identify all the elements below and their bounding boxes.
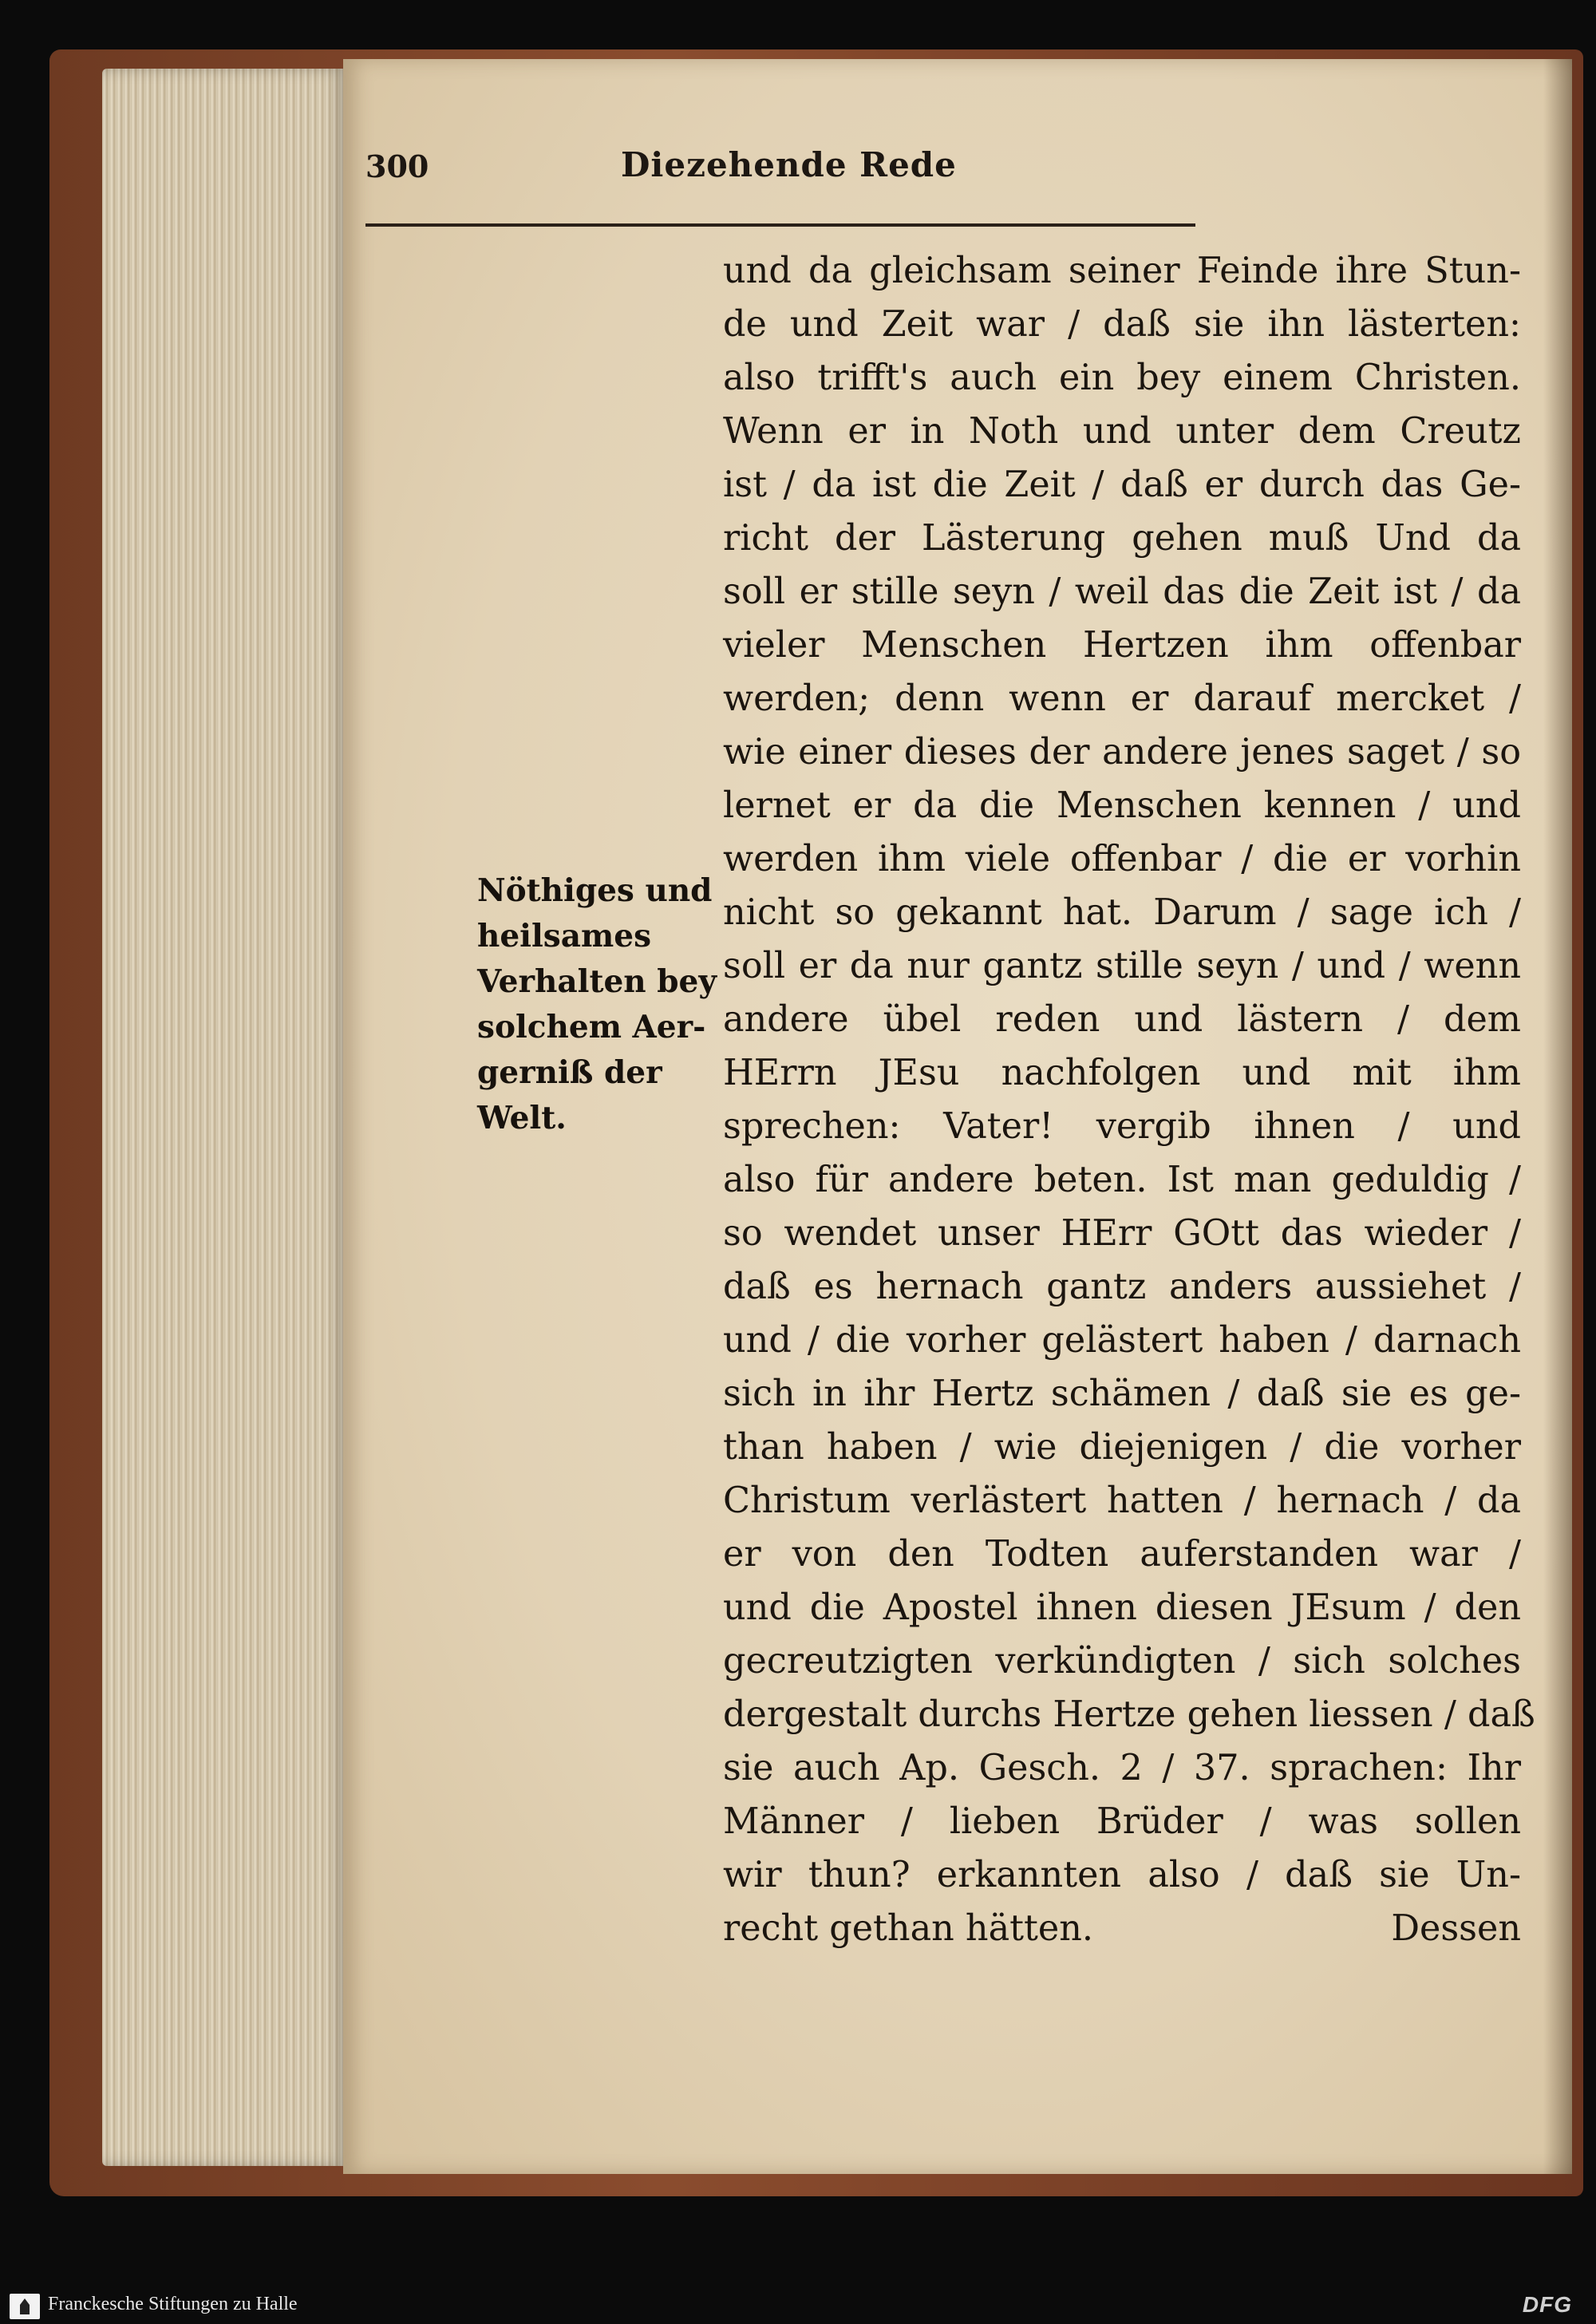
text-line: de und Zeit war / daß sie ihn lästerten: bbox=[723, 304, 1521, 345]
franckesche-stiftungen-logo-icon bbox=[10, 2294, 40, 2319]
text-line: sich in ihr Hertz schämen / daß sie es ge- bbox=[723, 1373, 1521, 1414]
marginal-note-line: Welt. bbox=[477, 1100, 567, 1136]
text-line: werden ihm viele offenbar / die er vorhin bbox=[723, 839, 1521, 879]
text-line: und da gleichsam seiner Feinde ihre Stun- bbox=[723, 251, 1521, 291]
text-line: Männer / lieben Brüder / was sollen bbox=[723, 1801, 1521, 1842]
marginal-note-line: Nöthiges und bbox=[477, 872, 713, 909]
text-line: wir thun? erkannten also / daß sie Un- bbox=[723, 1855, 1521, 1895]
text-line: HErrn JEsu nachfolgen und mit ihm bbox=[723, 1053, 1521, 1093]
text-line: dergestalt durchs Hertze gehen liessen / daß bbox=[723, 1694, 1535, 1735]
text-line: sie auch Ap. Gesch. 2 / 37. sprachen: Ihr bbox=[723, 1748, 1521, 1788]
text-line: so wendet unser HErr GOtt das wieder / bbox=[723, 1213, 1521, 1254]
text-line: und / die vorher gelästert haben / darnach bbox=[723, 1320, 1521, 1361]
text-line: also trifft's auch ein bey einem Christen. bbox=[723, 358, 1521, 398]
text-line: Wenn er in Noth und unter dem Creutz bbox=[723, 411, 1521, 452]
text-line: richt der Lästerung gehen muß Und da bbox=[723, 518, 1521, 559]
text-line: daß es hernach gantz anders aussiehet / bbox=[723, 1267, 1521, 1307]
text-line: soll er da nur gantz stille seyn / und / wenn bbox=[723, 946, 1521, 986]
marginal-note-line: gerniß der bbox=[477, 1054, 662, 1091]
body-text bbox=[723, 244, 1535, 1955]
text-line: sprechen: Vater! vergib ihnen / und bbox=[723, 1106, 1521, 1147]
text-line: gecreutzigten verkündigten / sich solches bbox=[723, 1641, 1521, 1682]
marginal-note-line: heilsames bbox=[477, 918, 652, 955]
text-line: andere übel reden und lästern / dem bbox=[723, 999, 1521, 1040]
text-line: vieler Menschen Hertzen ihm offenbar bbox=[723, 625, 1521, 666]
page-header bbox=[365, 101, 1195, 188]
text-line: und die Apostel ihnen diesen JEsum / den bbox=[723, 1587, 1521, 1628]
text-line: Christum verlästert hatten / hernach / da bbox=[723, 1480, 1521, 1521]
page-number: 300 bbox=[365, 148, 429, 184]
header-rule bbox=[365, 223, 1195, 227]
text-line: nicht so gekannt hat. Darum / sage ich / bbox=[723, 892, 1521, 933]
text-line: lernet er da die Menschen kennen / und bbox=[723, 785, 1521, 826]
text-line: also für andere beten. Ist man geduldig / bbox=[723, 1160, 1521, 1200]
dfg-logo: DFG bbox=[1522, 2292, 1572, 2317]
text-line: than haben / wie diejenigen / die vorher bbox=[723, 1427, 1521, 1468]
text-line: wie einer dieses der andere jenes saget / so bbox=[723, 732, 1521, 773]
page-edges bbox=[102, 69, 346, 2166]
text-line: soll er stille seyn / weil das die Zeit ist / da bbox=[723, 571, 1521, 612]
marginal-note-line: solchem Aer- bbox=[477, 1009, 706, 1045]
text-line: werden; denn wenn er darauf mercket / bbox=[723, 678, 1521, 719]
marginal-note bbox=[477, 868, 717, 1141]
text-line: er von den Todten auferstanden war / bbox=[723, 1534, 1521, 1575]
footer-institution: Franckesche Stiftungen zu Halle bbox=[48, 2294, 298, 2314]
text-line: ist / da ist die Zeit / daß er durch das Ge- bbox=[723, 464, 1521, 505]
text-line: recht gethan hätten. bbox=[723, 1908, 1094, 1949]
marginal-note-line: Verhalten bey bbox=[477, 963, 717, 1000]
gutter-shadow bbox=[1543, 59, 1572, 2174]
running-head: Diezehende Rede bbox=[621, 145, 957, 184]
catchword: Dessen bbox=[1391, 1908, 1521, 1949]
